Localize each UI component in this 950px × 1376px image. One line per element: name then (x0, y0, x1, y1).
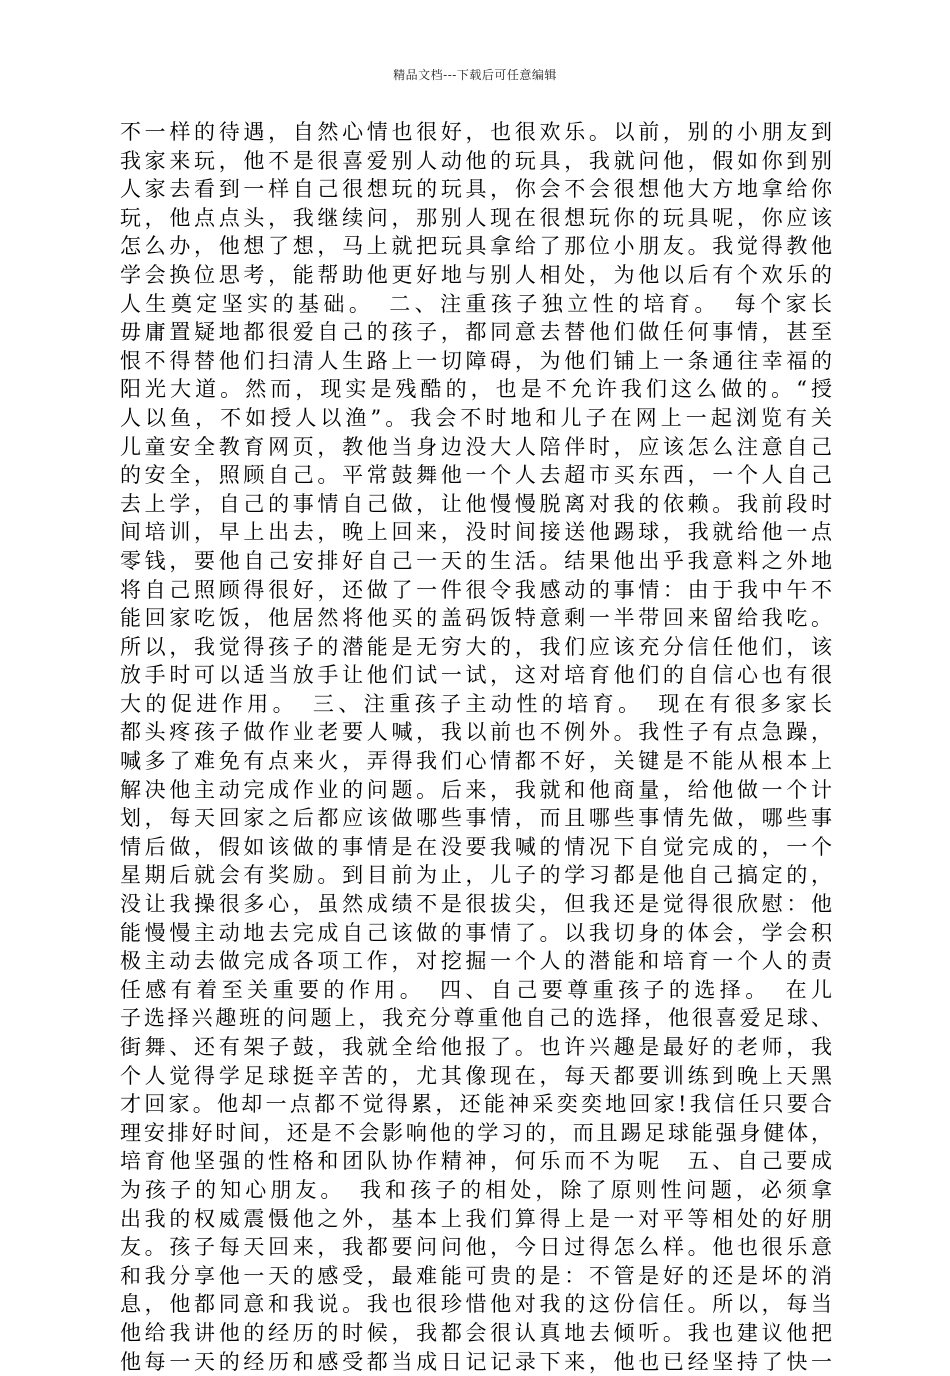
text-line: 星期后就会有奖励。到目前为止，儿子的学习都是他自己搞定的， (120, 863, 832, 888)
text-line: 划，每天回家之后都应该做哪些事情，而且哪些事情先做，哪些事 (120, 806, 832, 831)
text-line: 我家来玩，他不是很喜爱别人动他的玩具，我就问他，假如你到别 (120, 148, 832, 173)
text-line: 人家去看到一样自己很想玩的玩具，你会不会很想他大方地拿给你 (120, 177, 832, 202)
text-line: 能慢慢主动地去完成自己该做的事情了。以我切身的体会，学会积 (120, 920, 832, 945)
text-line: 零钱，要他自己安排好自己一天的生活。结果他出乎我意料之外地 (120, 548, 832, 573)
text-line: 友。孩子每天回来，我都要问问他，今日过得怎么样。他也很乐意 (120, 1235, 832, 1260)
text-line: 他每一天的经历和感受都当成日记记录下来，他也已经坚持了快一 (120, 1349, 832, 1374)
text-line: 出我的权威震慑他之外，基本上我们算得上是一对平等相处的好朋 (120, 1206, 832, 1231)
text-line: 不一样的待遇，自然心情也很好，也很欢乐。以前，别的小朋友到 (120, 120, 832, 144)
text-line: 学会换位思考，能帮助他更好地与别人相处，为他以后有个欢乐的 (120, 262, 832, 287)
text-line: 去上学，自己的事情自己做，让他慢慢脱离对我的依赖。我前段时 (120, 491, 832, 516)
text-line: 子选择兴趣班的问题上，我充分尊重他自己的选择，他很喜爱足球、 (120, 1006, 832, 1031)
text-line: 培育他坚强的性格和团队协作精神，何乐而不为呢 五、自己要成 (120, 1149, 832, 1174)
text-line: 儿童安全教育网页，教他当身边没大人陪伴时，应该怎么注意自己 (120, 434, 832, 459)
text-line: 为孩子的知心朋友。 我和孩子的相处，除了原则性问题，必须拿 (120, 1177, 832, 1202)
text-line: 间培训，早上出去，晚上回来，没时间接送他踢球，我就给他一点 (120, 520, 832, 545)
text-line: 放手时可以适当放手让他们试一试，这对培育他们的自信心也有很 (120, 663, 832, 688)
text-line: 情后做，假如该做的事情是在没要我喊的情况下自觉完成的，一个 (120, 834, 832, 859)
body-text (120, 118, 832, 1376)
page-header: 精品文档---下载后可任意编辑 (393, 68, 557, 82)
text-line: 街舞、还有架子鼓，我就全给他报了。也许兴趣是最好的老师，我 (120, 1035, 832, 1059)
text-line: 能回家吃饭，他居然将他买的盖码饭特意剩一半带回来留给我吃。 (120, 606, 832, 631)
text-line: 没让我操很多心，虽然成绩不是很拔尖，但我还是觉得很欣慰：他 (120, 892, 832, 917)
text-line: 极主动去做完成各项工作，对挖掘一个人的潜能和培育一个人的责 (120, 949, 832, 974)
text-line: 恨不得替他们扫清人生路上一切障碍，为他们铺上一条通往幸福的 (120, 348, 832, 373)
text-line: 和我分享他一天的感受，最难能可贵的是：不管是好的还是坏的消 (120, 1263, 832, 1288)
text-line: 的安全，照顾自己。平常鼓舞他一个人去超市买东西，一个人自己 (120, 463, 832, 488)
text-line: 息，他都同意和我说。我也很珍惜他对我的这份信任。所以，每当 (120, 1292, 832, 1317)
text-line: 任感有着至关重要的作用。 四、自己要尊重孩子的选择。 在儿 (120, 977, 832, 1002)
text-line: 解决他主动完成作业的问题。后来，我就和他商量，给他做一个计 (120, 777, 832, 802)
text-line: 毋庸置疑地都很爱自己的孩子，都同意去替他们做任何事情，甚至 (120, 320, 832, 345)
text-line: 大的促进作用。 三、注重孩子主动性的培育。 现在有很多家长 (120, 691, 832, 716)
text-line: 怎么办，他想了想，马上就把玩具拿给了那位小朋友。我觉得教他 (120, 234, 832, 259)
text-line: 将自己照顾得很好，还做了一件很令我感动的事情：由于我中午不 (120, 577, 832, 602)
text-line: 阳光大道。然而，现实是残酷的，也是不允许我们这么做的。“授 (120, 377, 832, 402)
text-line: 才回家。他却一点都不觉得累，还能神采奕奕地回家!我信任只要合 (120, 1092, 832, 1117)
text-line: 所以，我觉得孩子的潜能是无穷大的，我们应该充分信任他们，该 (120, 634, 832, 659)
text-line: 人生奠定坚实的基础。 二、注重孩子独立性的培育。 每个家长 (120, 291, 832, 316)
text-line: 喊多了难免有点来火，弄得我们心情都不好，关键是不能从根本上 (120, 749, 832, 774)
text-line: 理安排好时间，还是不会影响他的学习的，而且踢足球能强身健体， (120, 1120, 832, 1145)
text-line: 人以鱼，不如授人以渔”。我会不时地和儿子在网上一起浏览有关 (120, 405, 832, 430)
text-line: 他给我讲他的经历的时候，我都会很认真地去倾听。我也建议他把 (120, 1320, 832, 1345)
text-line: 个人觉得学足球挺辛苦的，尤其像现在，每天都要训练到晚上天黑 (120, 1063, 832, 1088)
text-line: 玩，他点点头，我继续问，那别人现在很想玩你的玩具呢，你应该 (120, 205, 832, 230)
text-line: 都头疼孩子做作业老要人喊，我以前也不例外。我性子有点急躁， (120, 720, 832, 745)
